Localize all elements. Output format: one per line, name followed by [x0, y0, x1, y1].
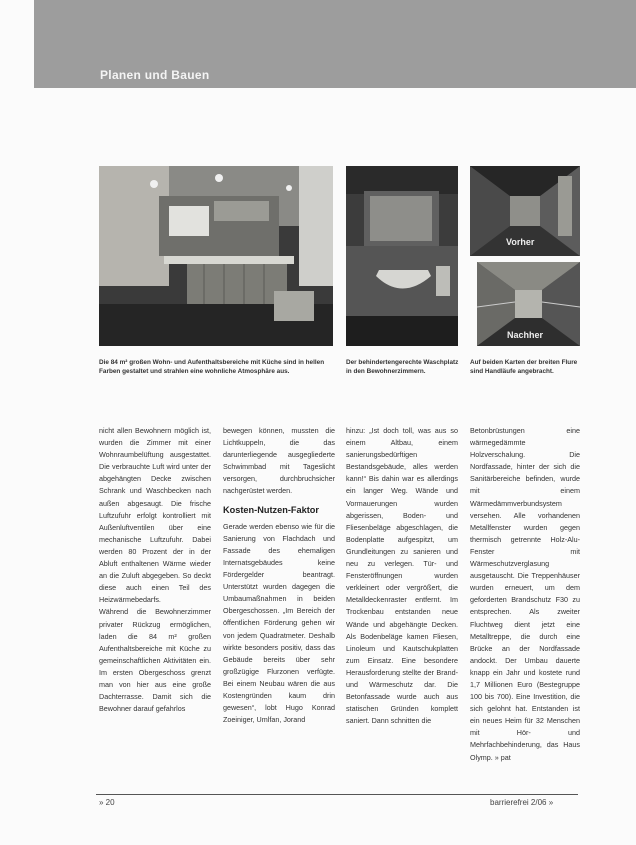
before-tag: Vorher	[506, 237, 535, 247]
article-paragraph: Während die Bewohnerzimmer privater Rückzug ermöglichen, laden die 84 m² großen Aufenthaltsbereiche mit Küche zu gemeinschaftlichen Aktivitäten ein. Im ersten Obergeschoss grenzt man von hier aus eine große Dachterrasse. Damit sich die Bewohner darauf gefahrlos	[99, 607, 211, 714]
article-paragraph: hinzu: „Ist doch toll, was aus so einem Altbau, einem sanierungsbedürftigen Bestandsgebäude, alles werden kann!“ Bis dahin war es allerdings ein langer Weg. Wände und Vormauerungen wurden abgerissen, Boden- und Fliesenbeläge abgeschlagen, die Bodenplatte aufgespitzt, um Grundleitungen zu sanieren und neu zu verlegen. Tür- und Fensteröffnungen wurden verkleinert oder vergrößert, die Metalldeckenraster entfernt. Im Trockenbau entstanden neue Wände und abgehängte Decken. Als Bodenbeläge kamen Fliesen, Linoleum und Kautschukplatten zum Einsatz. Eine besondere Herausforderung stellte der Brand- und Wärmeschutz dar. Die Betonfassade wurde auch aus statischen Gründen komplett saniert. Dann schnitten die	[346, 426, 458, 726]
issue-label: barrierefrei 2/06 »	[490, 798, 554, 807]
page-number: » 20	[99, 798, 115, 807]
article-column-3	[346, 425, 458, 780]
article-column-1	[99, 425, 211, 780]
article-column-4	[470, 425, 580, 780]
washbasin-photo-illustration	[346, 166, 458, 346]
section-title: Planen und Bauen	[100, 68, 210, 82]
article-paragraph: Gerade werden ebenso wie für die Sanierung von Flachdach und Fassade des ehemaligen Internatsgebäudes keine Fördergelder beantragt. Unterstützt wurden dagegen die Umbaumaßnahmen in beiden Obergeschossen. „Im Bereich der öffentlichen Förderung gehen wir von jedem Quadratmeter. Deshalb wirkte besonders positiv, dass das Gebäude bereits über sehr großzügige Flurzonen verfügte. Bei einem Neubau wären die aus Kostengründen kaum drin gewesen“, lobt Hugo Konrad Zoeiniger, Umlfan, Jorand	[223, 521, 335, 725]
article-subheading: Kosten-Nutzen-Faktor	[223, 504, 319, 515]
corridor-caption: Auf beiden Karten der breiten Flure sind Handläufe angebracht.	[470, 359, 578, 376]
washbasin-photo	[346, 166, 458, 346]
footer-rule	[96, 794, 578, 795]
corridor-before-photo	[470, 166, 580, 256]
kitchen-photo-illustration	[99, 166, 333, 346]
after-tag: Nachher	[507, 330, 544, 340]
article-paragraph: nicht allen Bewohnern möglich ist, wurden die Zimmer mit einer Wohnraumbelüftung ausgestattet. Die verbrauchte Luft wird unter der abgehängten Decke zwischen Schrank und Waschbecken nach außen abgesaugt. Die frische Luftzufuhr erfolgt kontrolliert mit Außenluftventilen über eine mechanische Luftzufuhr. Dabei werden 80 Prozent der in der Abluft enthaltenen Wärme wieder an die Zuluft abgegeben. So deckt diese auch einen Teil des Heizwärmebedarfs.	[99, 426, 211, 605]
article-column-2	[223, 425, 335, 780]
article-paragraph: bewegen können, mussten die Lichtkuppeln, die das darunterliegende ausgegliederte Schwimmbad mit Tageslicht versorgen, durchbruchsicher nachgerüstet werden.	[223, 426, 335, 496]
washbasin-caption: Der behindertengerechte Waschplatz in den Bewohnerzimmern.	[346, 359, 459, 376]
kitchen-photo	[99, 166, 333, 346]
kitchen-caption: Die 84 m² großen Wohn- und Aufenthaltsbereiche mit Küche sind in hellen Farben gestaltet und strahlen eine wohnliche Atmosphäre aus.	[99, 359, 325, 376]
corridor-after-photo	[477, 262, 580, 346]
article-paragraph: Betonbrüstungen eine wärmegedämmte Holzverschalung. Die Nordfassade, hinter der sich die Sanitärbereiche befinden, wurde mit einem Wärmedämmverbundsystem versehen. Alle vorhandenen Metallfenster wurden gegen thermisch getrennte Holz-Alu-Fenster mit Wärmeschutzverglasung ausgetauscht. Die Treppenhäuser wurden erneuert, um dem geforderten Brandschutz F30 zu entsprechen. Als zweiter Fluchtweg dient jetzt eine Metalltreppe, die durch eine Brücke an der Nordfassade andockt. Der Umbau dauerte knapp ein Jahr und kostete rund 1,7 Millionen Euro (Bestegruppe 100 bis 700). Eine Investition, die sich gelohnt hat. Entstanden ist ein neues Heim für 32 Menschen mit Hör- und Mehrfachbehinderung, das Haus Olymp. » pat	[470, 426, 580, 762]
